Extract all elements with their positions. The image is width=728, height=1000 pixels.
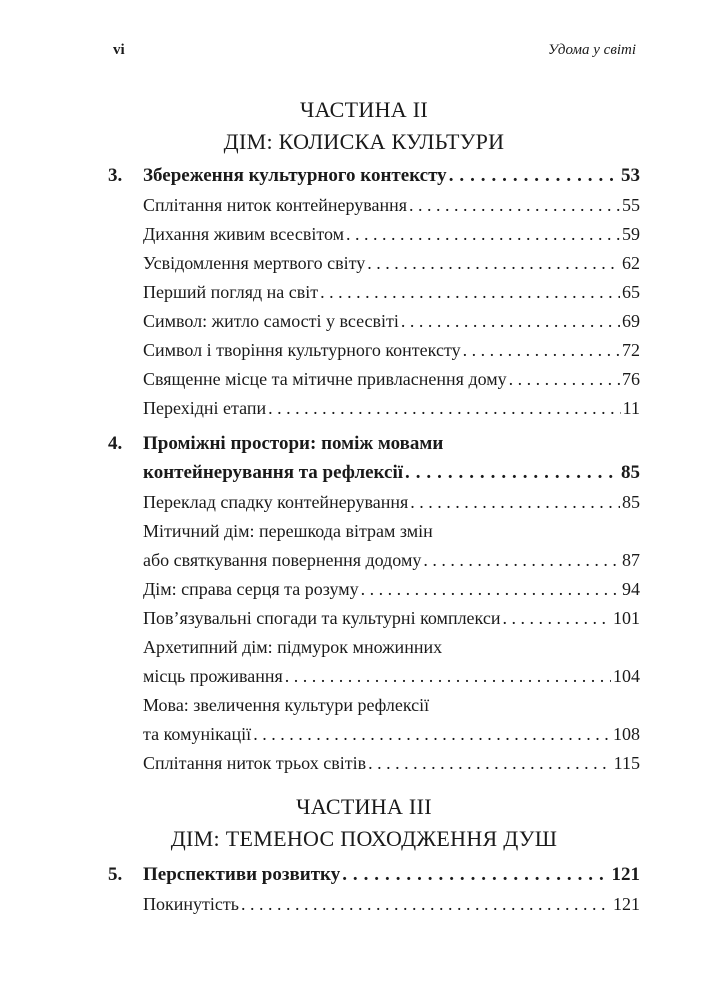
entry-title-line: Архетипний дім: підмурок множинних [143, 637, 443, 657]
part-title: ЧАСТИНА III [296, 794, 432, 819]
entry-title-line: Мова: звеличення культури рефлексії [143, 695, 430, 715]
page-number: 11 [622, 398, 640, 418]
chapter-number: 3. [108, 165, 123, 186]
entry-title: Священне місце та мітичне привласнення дому [143, 369, 507, 389]
chapter-title: Збереження культурного контексту [143, 165, 447, 186]
leader-dots [285, 661, 611, 691]
leader-dots [410, 487, 620, 517]
toc-entry[interactable] [143, 603, 640, 633]
entry-title: Пов’язувальні спогади та культурні комплекси [143, 608, 501, 628]
page-number: 121 [613, 894, 640, 914]
toc-chapter-4[interactable] [143, 458, 640, 488]
part-subtitle: ДІМ: ТЕМЕНОС ПОХОДЖЕННЯ ДУШ [170, 826, 558, 851]
leader-dots [449, 161, 619, 191]
leader-dots [401, 306, 620, 336]
toc-entry[interactable] [143, 748, 640, 778]
page-number: 108 [613, 724, 640, 744]
chapter-title: Перспективи розвитку [143, 864, 341, 885]
page-number: 76 [622, 369, 640, 389]
entry-title: Дихання живим всесвітом [143, 224, 345, 244]
toc-entry[interactable] [143, 335, 640, 365]
page-number: 85 [621, 462, 640, 483]
page-number: 85 [622, 492, 640, 512]
running-title: Удома у світі [548, 42, 636, 58]
part-3-heading [0, 791, 728, 855]
leader-dots [502, 603, 611, 633]
part-title: ЧАСТИНА II [299, 97, 429, 122]
leader-dots [368, 748, 612, 778]
page-number: 104 [613, 666, 640, 686]
leader-dots [367, 248, 620, 278]
toc-entry[interactable] [143, 393, 640, 423]
leader-dots [253, 719, 611, 749]
page-number: 62 [622, 253, 640, 273]
part-2-heading [0, 94, 728, 158]
toc-entry[interactable] [143, 719, 640, 749]
page-number: 72 [622, 340, 640, 360]
toc-entry[interactable] [143, 248, 640, 278]
toc-chapter-3[interactable] [143, 161, 640, 191]
page-number: 101 [613, 608, 640, 628]
entry-title-line: Мітичний дім: перешкода вітрам змін [143, 521, 433, 541]
entry-title: Символ і творіння культурного контексту [143, 340, 461, 360]
toc-entry[interactable] [143, 661, 640, 691]
chapter-title-line: Проміжні простори: поміж мовами [143, 433, 444, 454]
leader-dots [320, 277, 620, 307]
toc-entry[interactable] [143, 219, 640, 249]
page-number: 87 [622, 550, 640, 570]
toc-entry[interactable] [143, 889, 640, 919]
page-number: 53 [621, 165, 640, 186]
chapter-title: контейнерування та рефлексії [143, 462, 404, 483]
entry-title: місць проживання [143, 666, 283, 686]
toc-entry[interactable] [143, 277, 640, 307]
chapter-number: 4. [108, 433, 123, 454]
leader-dots [346, 219, 620, 249]
page-number: 121 [611, 864, 640, 885]
leader-dots [268, 393, 621, 423]
page-folio: vi [113, 42, 125, 58]
entry-title: Переклад спадку контейнерування [143, 492, 409, 512]
leader-dots [423, 545, 620, 575]
page-number: 65 [622, 282, 640, 302]
page-number: 69 [622, 311, 640, 331]
chapter-number: 5. [108, 864, 123, 885]
page-number: 115 [613, 753, 640, 773]
entry-title: Усвідомлення мертвого світу [143, 253, 366, 273]
toc-chapter-5[interactable] [143, 860, 640, 890]
toc-entry[interactable] [143, 545, 640, 575]
entry-title: Символ: житло самості у всесвіті [143, 311, 399, 331]
leader-dots [509, 364, 620, 394]
entry-title: Покинутість [143, 894, 239, 914]
toc-entry[interactable] [143, 190, 640, 220]
entry-title: або святкування повернення додому [143, 550, 422, 570]
page-number: 94 [622, 579, 640, 599]
page-number: 55 [622, 195, 640, 215]
toc-entry[interactable] [143, 306, 640, 336]
entry-title: та комунікації [143, 724, 252, 744]
leader-dots [241, 889, 611, 919]
leader-dots [342, 860, 609, 890]
leader-dots [405, 458, 619, 488]
leader-dots [463, 335, 620, 365]
entry-title: Сплітання ниток трьох світів [143, 753, 367, 773]
leader-dots [361, 574, 620, 604]
entry-title: Перший погляд на світ [143, 282, 319, 302]
entry-title: Сплітання ниток контейнерування [143, 195, 408, 215]
toc-entry[interactable] [143, 574, 640, 604]
part-subtitle: ДІМ: КОЛИСКА КУЛЬТУРИ [223, 129, 505, 154]
entry-title: Перехідні етапи [143, 398, 267, 418]
page-number: 59 [622, 224, 640, 244]
toc-entry[interactable] [143, 487, 640, 517]
toc-entry[interactable] [143, 364, 640, 394]
leader-dots [409, 190, 620, 220]
entry-title: Дім: справа серця та розуму [143, 579, 359, 599]
